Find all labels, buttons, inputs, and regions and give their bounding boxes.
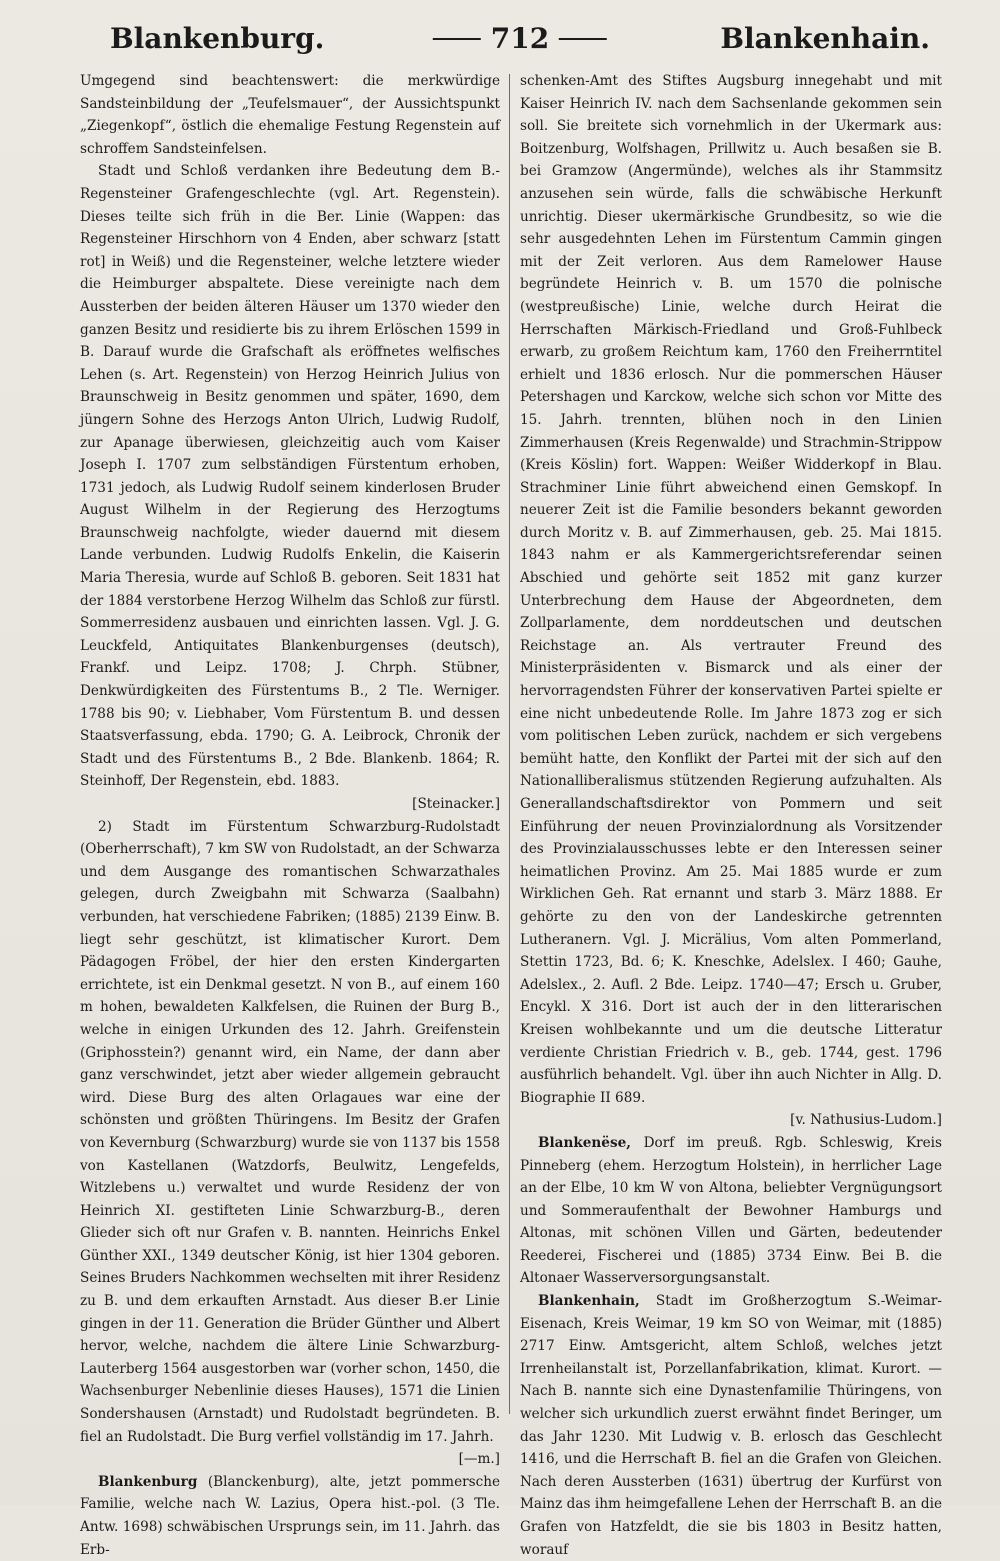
header-right-keyword: Blankenhain.	[720, 22, 930, 55]
entry-headword: Blankenëse,	[538, 1134, 631, 1151]
entry-text: (Blanckenburg), alte, jetzt pommersche Familie, welche nach W. Lazius, Opera hist.-pol. (3 Tle. Antw. 1698) schwäbischen Ursprungs sein, im 11. Jahrh. das Erb-	[80, 1473, 500, 1558]
entry-headword: Blankenburg	[98, 1473, 198, 1490]
header-left-keyword: Blankenburg.	[110, 22, 325, 55]
signature-steinacker: [Steinacker.]	[412, 796, 500, 812]
column-divider	[509, 74, 510, 1414]
page-number: 712	[490, 22, 550, 55]
paragraph-sandstein: Umgegend sind beachtenswert: die merkwürdige Sandsteinbildung der „Teufelsmauer“, der Aussichtspunkt „Ziegenkopf“, östlich die ehemalige Festung Regenstein auf schroffem Sandsteinfelsen.	[80, 73, 500, 157]
entry-text: Stadt im Großherzogtum S.-Weimar-Eisenach, Kreis Weimar, 19 km SO von Weimar, mit (1885) 2717 Einw. Amtsgericht, altem Schloß, welches jetzt Irrenheilanstalt ist, Porzellanfabrikation, klimat. Kurort. — Nach B. nannte sich eine Dynastenfamilie Thüringens, von welcher sich urkundlich zuerst erwähnt findet Beringer, um das Jahr 1230. Mit Ludwig v. B. erlosch das Geschlecht 1416, und die Herrschaft B. fiel an die Grafen von Gleichen. Nach deren Aussterben (1631) übertrug der Kurfürst von Mainz das ihm heimgefallene Lehen der Herrschaft B. an die Grafen von Hatzfeldt, die sie bis 1803 in Besitz hatten, worauf	[520, 1293, 942, 1558]
entry-blankenhain	[520, 1290, 942, 1561]
paragraph-stadt-schloss: Stadt und Schloß verdanken ihre Bedeutung dem B.-Regensteiner Grafengeschlechte (vgl. Art. Regenstein). Dieses teilte sich früh in die Ber. Linie (Wappen: das Regensteiner Hirschhorn von 4 Enden, aber schwarz [statt rot] in Weiß) und die Regensteiner, welche letztere wieder die Heimburger abspaltete. Diese vereinigte nach dem Aussterben der beiden älteren Häuser um 1370 wieder den ganzen Besitz und residierte bis zu ihrem Erlöschen 1599 in B. Darauf wurde die Grafschaft als eröffnetes welfisches Lehen (s. Art. Regenstein) von Herzog Heinrich Julius von Braunschweig in Besitz genommen und später, 1690, dem jüngern Sohne des Herzogs Anton Ulrich, Ludwig Rudolf, zur Apanage überwiesen, gleichzeitig auch vom Kaiser Joseph I. 1707 zum selbständigen Fürstentum erhoben, 1731 jedoch, als Ludwig Rudolf seinem kinderlosen Bruder August Wilhelm in der Regierung des Herzogtums Braunschweig nachfolgte, wieder dauernd mit diesem Lande verbunden. Ludwig Rudolfs Enkelin, die Kaiserin Maria Theresia, wurde auf Schloß B. geboren. Seit 1831 hat der 1884 verstorbene Herzog Wilhelm das Schloß zur fürstl. Sommerresidenz ausbauen und einrichten lassen. Vgl. J. G. Leuckfeld, Antiquitates Blankenburgenses (deutsch), Frankf. und Leipz. 1708; J. Chrph. Stübner, Denkwürdigkeiten des Fürstentums B., 2 Tle. Werniger. 1788 bis 90; v. Liebhaber, Vom Fürstentum B. und dessen Staatsverfassung, ebda. 1790; G. A. Leibrock, Chronik der Stadt und des Fürstentums B., 2 Bde. Blankenb. 1864; R. Steinhoff, Der Regenstein, ebd. 1883.	[80, 163, 500, 790]
page-number-block	[433, 22, 607, 55]
dash-right	[559, 38, 607, 40]
entry-text: Dorf im preuß. Rgb. Schleswig, Kreis Pinneberg (ehem. Herzogtum Holstein), in herrlicher Lage an der Elbe, 10 km W von Altona, beliebter Vergnügungsort und Sommeraufenthalt der Bewohner Hamburgs und Altonas, mit schönen Villen und Gärten, bedeutender Reederei, Fischerei und (1885) 3734 Einw. Bei B. die Altonaer Wasserversorgungsanstalt.	[520, 1134, 942, 1287]
page-header	[110, 22, 930, 66]
paragraph-schwarzburg: 2) Stadt im Fürstentum Schwarzburg-Rudolstadt (Oberherrschaft), 7 km SW von Rudolstadt, an der Schwarza und dem Ausgange des romantischen Schwarzathales gelegen, durch Zweigbahn mit Schwarza (Saalbahn) verbunden, hat verschiedene Fabriken; (1885) 2139 Einw. B. liegt sehr geschützt, ist klimatischer Kurort. Dem Pädagogen Fröbel, der hier den ersten Kindergarten errichtete, ist ein Denkmal gesetzt. N von B., auf einem 160 m hohen, bewaldeten Kalkfelsen, die Ruinen der Burg B., welche in einigen Urkunden des 12. Jahrh. Greifenstein (Griphosstein?) genannt wird, ein Name, der dann aber ganz verschwindet, jetzt aber wieder allgemein gebraucht wird. Diese Burg des alten Orlagaues war eine der schönsten und größten Thüringens. Im Besitz der Grafen von Kevernburg (Schwarzburg) wurde sie von 1137 bis 1558 von Kastellanen (Watzdorfs, Beulwitz, Lengefelds, Witzlebens u.) verwaltet und wurde Residenz der von Heinrich XI. gestifteten Linie Schwarzburg-B., deren Glieder sich oft nur Grafen v. B. nannten. Heinrichs Enkel Günther XXI., 1349 deutscher König, ist hier 1304 geboren. Seines Bruders Nachkommen wechselten mit ihrer Residenz zu B. und dem erkauften Arnstadt. Aus dieser B.er Linie gingen in der 11. Generation die Brüder Günther und Albert hervor, welche, nachdem die ältere Linie Schwarzburg-Lauterberg 1564 ausgestorben war (vorher schon, 1450, die Wachsenburger Nebenlinie dieses Hauses), 1571 die Linien Sondershausen (Arnstadt) und Rudolstadt begründeten. B. fiel an Rudolstadt. Die Burg verfiel vollständig im 17. Jahrh.	[80, 818, 500, 1445]
signature-m: [—m.]	[458, 1451, 500, 1468]
entry-blankenburg-family	[80, 1471, 500, 1561]
right-column	[520, 70, 942, 1561]
left-column	[80, 70, 500, 1561]
entry-headword: Blankenhain,	[538, 1293, 640, 1310]
dash-left	[433, 38, 481, 40]
paragraph-family-continued: schenken-Amt des Stiftes Augsburg innegehabt und mit Kaiser Heinrich IV. nach dem Sachsenlande gekommen sein soll. Sie breitete sich vornehmlich in der Ukermark aus: Boitzenburg, Wolfshagen, Prillwitz u. Auch besaßen sie B. bei Gramzow (Angermünde), welches als ihr Stammsitz anzusehen sein würde, falls die schwäbische Herkunft unrichtig. Dieser ukermärkische Grundbesitz, so wie die sehr ausgedehnten Lehen im Fürstentum Cammin gingen mit der Zeit verloren. Aus dem Ramelower Hause begründete Heinrich v. B. um 1570 die polnische (westpreußische) Linie, welche durch Heirat die Herrschaften Märkisch-Friedland und Groß-Fuhlbeck erwarb, zu großem Reichtum kam, 1760 den Freiherrntitel erhielt und 1836 erlosch. Nur die pommerschen Häuser Petershagen und Karckow, welche sich schon vor Mitte des 15. Jahrh. trennten, blühen noch in den Linien Zimmerhausen (Kreis Regenwalde) und Strachmin-Strippow (Kreis Köslin) fort. Wappen: Weißer Widderkopf in Blau. Strachminer Linie führt abweichend einen Gemskopf. In neuerer Zeit ist die Familie besonders bekannt geworden durch Moritz v. B. auf Zimmerhausen, geb. 25. Mai 1815. 1843 nahm er als Kammergerichtsreferendar seinen Abschied und gehörte seit 1852 mit ganz kurzer Unterbrechung dem Hause der Abgeordneten, dem Zollparlamente, dem norddeutschen und deutschen Reichstage an. Als vertrauter Freund des Ministerpräsidenten v. Bismarck und als einer der hervorragendsten Führer der konservativen Partei spielte er eine nicht unbedeutende Rolle. Im Jahre 1873 zog er sich vom politischen Leben zurück, nachdem er sich vergebens bemüht hatte, den Konflikt der Partei mit der sich auf den Nationalliberalismus stützenden Regierung aufzuhalten. Als Generallandschaftsdirektor von Pommern und seit Einführung der neuen Provinzialordnung als Vorsitzender des Provinzialausschusses lebte er den Interessen seiner heimatlichen Provinz. Am 25. Mai 1885 wurde er zum Wirklichen Geh. Rat ernannt und starb 3. März 1888. Er gehörte zu den von der Landeskirche getrennten Lutheranern. Vgl. J. Micrälius, Vom alten Pommerland, Stettin 1723, Bd. 6; K. Kneschke, Adelslex. I 460; Gauhe, Adelslex., 2. Aufl. 2 Bde. Leipz. 1740—47; Ersch u. Gruber, Encykl. X 316. Dort ist auch der in den litterarischen Kreisen wohlbekannte und um die deutsche Litteratur verdiente Christian Friedrich v. B., geb. 1744, gest. 1796 ausführlich behandelt. Vgl. über ihn auch Nichter in Allg. D. Biographie II 689.	[520, 73, 942, 1106]
entry-blankenese	[520, 1132, 942, 1290]
signature-nathusius: [v. Nathusius-Ludom.]	[790, 1112, 942, 1129]
